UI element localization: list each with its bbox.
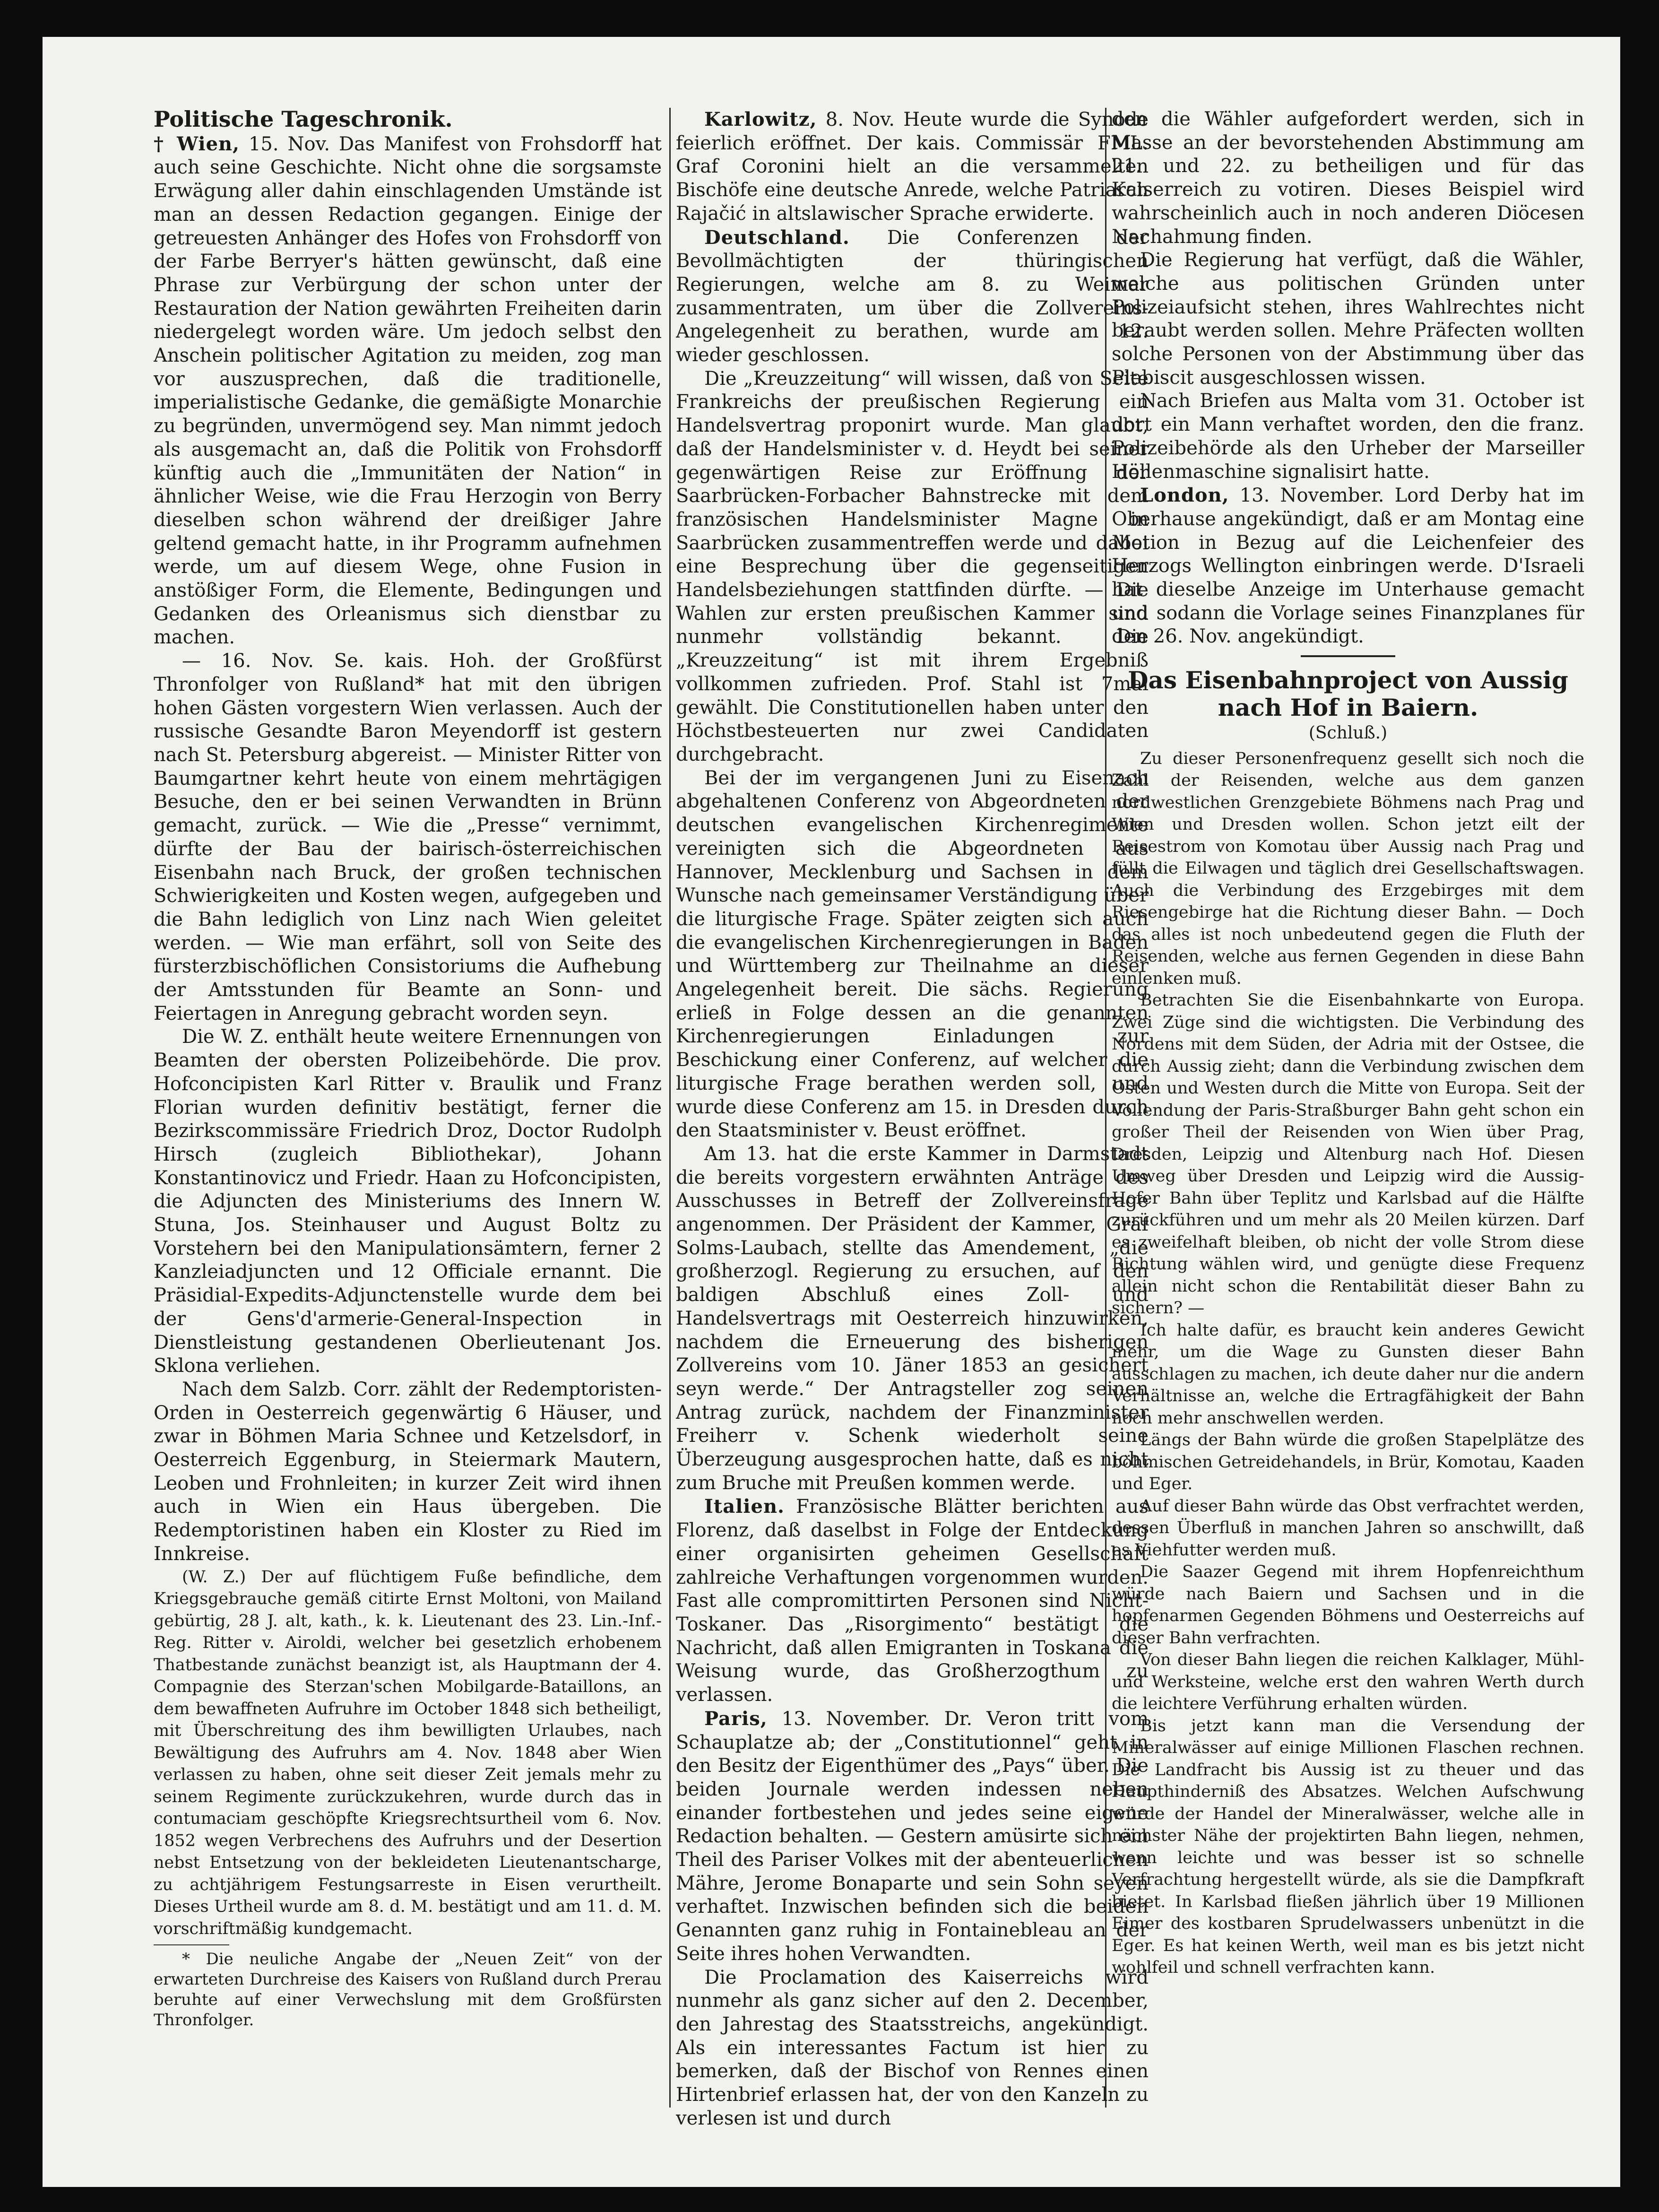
article-paragraph [676,108,1149,226]
article-paragraph: Nach Briefen aus Malta vom 31. October ist dort ein Mann verhaftet worden, den die franz. Polizeibehörde als den Urheber der Marseiller Höllenmaschine signalisirt hatte. [1112,390,1584,483]
footnote-divider [154,1944,229,1945]
article-paragraph: Die Regierung hat verfügt, daß die Wähler, welche aus politischen Gründen unter Polizeiaufsicht stehen, ihres Wahlrechtes nicht beraubt werden sollen. Mehre Präfecten wollten solche Personen von der Abstimmung über das Plebiscit ausgeschlossen wissen. [1112,249,1584,389]
dateline: Karlowitz, [704,108,817,130]
article-paragraph: den die Wähler aufgefordert werden, sich in Masse an der bevorstehenden Abstimmung am 21. und 22. zu betheiligen und für das Kaiserreich zu votiren. Dieses Beispiel wird wahrscheinlich auch in noch anderen Diöcesen Nachahmung finden. [1112,108,1584,248]
article-paragraph: (W. Z.) Der auf flüchtigem Fuße befindliche, dem Kriegsgebrauche gemäß citirte Ernst Moltoni, von Mailand gebürtig, 28 J. alt, kath., k. k. Lieutenant des 23. Lin.-Inf.-Reg. Ritter v. Airoldi, welcher bei gesetzlich erhobenem Thatbestande zunächst beanzigt ist, als Hauptmann der 4. Compagnie des Sterzan'schen Mobilgarde-Bataillons, an dem bewaffneten Aufruhre im October 1848 sich betheiligt, mit Überschreitung des ihm bewilligten Urlaubes, nach Bewältigung des Aufruhrs am 4. Nov. 1848 aber Wien verlassen zu haben, ohne seit dieser Zeit jemals mehr zu seinem Regimente zurückzukehren, wurde durch das in contumaciam geschöpfte Kriegsrechtsurtheil vom 6. Nov. 1852 wegen Verbrechens des Aufruhrs und der Desertion nebst Entsetzung von der bekleideten Lieutenantscharge, zu achtjährigem Festungsarreste in Eisen verurtheilt. Dieses Urtheil wurde am 8. d. M. bestätigt und am 11. d. M. vorschriftmäßig kundgemacht. [154,1567,662,1938]
feature-subtitle: (Schluß.) [1308,723,1388,743]
feature-title: Das Eisenbahnproject von Aussig nach Hof in Baiern. [1128,666,1568,722]
article-paragraph [676,1495,1149,1707]
article-paragraph: Am 13. hat die erste Kammer in Darmstadt die bereits vorgestern erwähnten Anträge des Ausschusses in Betreff der Zollvereinsfrage angenommen. Der Präsident der Kammer, Graf Solms-Laubach, stellte das Amendement, „die großherzogl. Regierung zu ersuchen, auf den baldigen Abschluß eines Zoll- und Handelsvertrags mit Oesterreich hinzuwirken, nachdem die Erneuerung des bisherigen Zollvereins vom 10. Jäner 1853 an gesichert seyn werde.“ Der Antragsteller zog seinen Antrag zurück, nachdem der Finanzminister Freiherr v. Schenk wiederholt seine Überzeugung ausgesprochen hatte, daß es nicht zum Bruche mit Preußen kommen werde. [676,1143,1149,1494]
article-paragraph: Ich halte dafür, es braucht kein anderes Gewicht mehr, um die Wage zu Gunsten dieser Bahn ausschlagen zu machen, ich deute daher nur die andern Verhältnisse an, welche die Ertragfähigkeit der Bahn noch mehr anschwellen werden. [1112,1320,1584,1428]
paragraph-text: Französische Blätter berichten aus Florenz, daß daselbst in Folge der Entdeckung einer organisirten geheimen Gesellschaft zahlreiche Verhaftungen vorgenommen wurden. Fast alle compromittirten Personen sind Nicht-Toskaner. Das „Risorgimento“ bestätigt die Nachricht, daß allen Emigranten in Toskana die Weisung wurde, das Großherzogthum zu verlassen. [676,1496,1149,1706]
dateline: Deutschland. [704,226,850,249]
paragraph-text: Die Conferenzen der Bevollmächtigten der thüringischen Regierungen, welche am 8. zu Weimar zusammentraten, um über die Zollvereins-Angelegenheit zu berathen, wurde am 12. wieder geschlossen. [676,226,1149,366]
article-paragraph: Bis jetzt kann man die Versendung der Mineralwässer auf einige Millionen Flaschen rechnen. Die Landfracht bis Aussig ist zu theuer und das Haupthinderniß des Absatzes. Welchen Aufschwung würde der Handel der Mineralwässer, welche alle in nächster Nähe der projektirten Bahn liegen, nehmen, wenn leichte und was besser ist so schnelle Verfrachtung hergestellt würde, als sie die Dampfkraft bietet. In Karlsbad fließen jährlich über 19 Millionen Eimer des kostbaren Sprudelwassers unbenützt in die Eger. Es hat keinen Werth, weil man es bis jetzt nicht wohlfeil und schnell verfrachten kann. [1112,1716,1584,1978]
column-middle [676,108,1149,2155]
article-paragraph: Die Saazer Gegend mit ihrem Hopfenreichthum würde nach Baiern und Sachsen und in die hopfenarmen Gegenden Böhmens und Oesterreichs auf dieser Bahn verfrachten. [1112,1562,1584,1648]
paragraph-text: 13. November. Lord Derby hat im Oberhause angekündigt, daß er am Montag eine Motion in Bezug auf die Leichenfeier des Herzogs Wellington einbringen werde. D'Israeli hat dieselbe Anzeige im Unterhause gemacht und sodann die Vorlage seines Finanzplanes für den 26. Nov. angekündigt. [1112,485,1584,648]
article-paragraph [154,132,662,650]
section-divider [1301,655,1395,657]
dateline: † Wien, [154,132,240,155]
column-right [1112,108,1584,2155]
dateline: Paris, [704,1707,768,1730]
article-paragraph: Auf dieser Bahn würde das Obst verfrachtet werden, dessen Überfluß in manchen Jahren so anschwillt, daß es Viehfutter werden muß. [1112,1496,1584,1560]
paragraph-text: 15. Nov. Das Manifest von Frohsdorff hat auch seine Geschichte. Nicht ohne die sorgsamste Erwägung aller dahin einschlagenden Umstände ist man an dessen Redaction gegangen. Einige der getreuesten Anhänger des Hofes von Frohsdorff von der Farbe Berryer's hätten gewünscht, daß eine Phrase zur Verbürgung der schon unter der Restauration der Nation gewährten Freiheiten darin niedergelegt worden wäre. Um jedoch selbst den Anschein politischer Agitation zu meiden, zog man vor auszusprechen, daß die traditionelle, imperialistische Gedanke, die gemäßigte Monarchie zu begründen, unvermögend sey. Man nimmt jedoch als ausgemacht an, daß die Politik von Frohsdorff künftig auch die „Immunitäten der Nation“ in ähnlicher Weise, wie die Frau Herzogin von Berry dieselben schon während der dreißiger Jahre geltend gemacht hatte, in ihr Programm aufnehmen werde, um auf diesem Wege, ohne Fusion in anstößiger Form, die Elemente, Bedingungen und Gedanken des Orleanismus sich dienstbar zu machen. [154,133,662,649]
article-paragraph: Die W. Z. enthält heute weitere Ernennungen von Beamten der obersten Polizeibehörde. Die prov. Hofconcipisten Karl Ritter v. Braulik und Franz Florian wurden definitiv bestätigt, ferner die Bezirkscommissäre Friedrich Droz, Doctor Rudolph Hirsch (zugleich Bibliothekar), Johann Konstantinovicz und Friedr. Haan zu Hofconcipisten, die Adjuncten des Ministeriums des Innern W. Stuna, Jos. Steinhauser und August Boltz zu Vorstehern bei den Manipulationsämtern, ferner 2 Kanzleiadjuncten und 12 Officiale ernannt. Die Präsidial-Expedits-Adjunctenstelle wurde dem bei der Gens'd'armerie-General-Inspection in Dienstleistung gestandenen Oberlieutenant Jos. Sklona verliehen. [154,1026,662,1377]
newspaper-page [43,37,1620,2187]
article-paragraph: Die Proclamation des Kaiserreichs wird nunmehr als ganz sicher auf den 2. December, den Jahrestag des Staatsstreichs, angekündigt. Als ein interessantes Factum ist hier zu bemerken, daß der Bischof von Rennes einen Hirtenbrief erlassen hat, der von den Kanzeln zu verlesen ist und durch [676,1966,1149,2129]
paragraph-text: 8. Nov. Heute wurde die Synode feierlich eröffnet. Der kais. Commissär FML. Graf Coronini hielt an die versammelten Bischöfe eine deutsche Anrede, welche Patriarch Rajačić in altslawischer Sprache erwiderte. [676,109,1149,225]
paragraph-text: 13. November. Dr. Veron tritt vom Schauplatze ab; der „Constitutionnel“ geht in den Besitz der Eigenthümer des „Pays“ über. Die beiden Journale werden indessen neben einander fortbestehen und jedes seine eigene Redaction behalten. — Gestern amüsirte sich ein Theil des Pariser Volkes mit der abenteuerlichen Mähre, Jerome Bonaparte und sein Sohn seyen verhaftet. Inzwischen befinden sich die beiden Genannten ganz ruhig in Fontainebleau an der Seite ihres hohen Verwandten. [676,1708,1149,1965]
article-paragraph [676,1707,1149,1966]
article-paragraph: Längs der Bahn würde die großen Stapelplätze des böhmischen Getreidehandels, in Brür, Komotau, Kaaden und Eger. [1112,1431,1584,1494]
footnote: * Die neuliche Angabe der „Neuen Zeit“ von der erwarteten Durchreise des Kaisers von Rußland durch Prerau beruhte auf einer Verwechslung mit dem Großfürsten Thronfolger. [154,1950,662,2030]
article-paragraph [1112,484,1584,649]
article-paragraph: — 16. Nov. Se. kais. Hoh. der Großfürst Thronfolger von Rußland* hat mit den übrigen hohen Gästen vorgestern Wien verlassen. Auch der russische Gesandte Baron Meyendorff ist gestern nach St. Petersburg abgereist. — Minister Ritter von Baumgartner kehrt heute von einem mehrtägigen Besuche, den er bei seinen Verwandten in Brünn gemacht, zurück. — Wie die „Presse“ vernimmt, dürfte der Bau der bairisch-österreichischen Eisenbahn nach Bruck, der großen technischen Schwierigkeiten und Kosten wegen, aufgegeben und die Bahn lediglich von Linz nach Wien geleitet werden. — Wie man erfährt, soll von Seite des fürsterzbischöflichen Consistoriums die Aufhebung der Amtsstunden für Beamte an Sonn- und Feiertagen in Anregung gebracht worden seyn. [154,650,662,1024]
article-paragraph [676,226,1149,367]
column-rule [669,108,671,2108]
article-paragraph: Betrachten Sie die Eisenbahnkarte von Europa. Zwei Züge sind die wichtigsten. Die Verbindung des Nordens mit dem Süden, der Adria mit der Ostsee, die durch Aussig zieht; dann die Verbindung zwischen dem Osten und Westen durch die Mitte von Europa. Seit der Vollendung der Paris-Straßburger Bahn geht schon ein großer Theil der Reisenden von Wien über Prag, Dresden, Leipzig und Altenburg nach Hof. Diesen Umweg über Dresden und Leipzig wird die Aussig-Hofer Bahn über Teplitz und Karlsbad auf die Hälfte zurückführen und um mehr als 20 Meilen kürzen. Darf es zweifelhaft bleiben, ob nicht der volle Strom diese Richtung wählen wird, und genügte diese Frequenz allein nicht schon die Rentabilität dieser Bahn zu sichern? — [1112,991,1584,1318]
dateline: Italien. [704,1495,785,1518]
column-left [154,108,662,2155]
dateline: London, [1140,484,1229,507]
article-paragraph: Bei der im vergangenen Juni zu Eisenach abgehaltenen Conferenz von Abgeordneten der deutschen evangelischen Kirchenregimente vereinigten sich die Abgeordneten aus Hannover, Mecklenburg und Sachsen in dem Wunsche nach gemeinsamer Verständigung über die liturgische Frage. Später zeigten sich auch die evangelischen Kirchenregierungen in Baden und Württemberg zur Theilnahme an dieser Angelegenheit bereit. Die sächs. Regierung erließ in Folge dessen an die genannten Kirchenregierungen Einladungen zur Beschickung einer Conferenz, auf welcher die liturgische Frage berathen werden soll, und wurde diese Conferenz am 15. in Dresden durch den Staatsminister v. Beust eröffnet. [676,767,1149,1142]
article-paragraph: Nach dem Salzb. Corr. zählt der Redemptoristen-Orden in Oesterreich gegenwärtig 6 Häuser, und zwar in Böhmen Maria Schnee und Ketzelsdorf, in Oesterreich Eggenburg, in Steiermark Mautern, Leoben und Frohnleiten; in kurzer Zeit wird ihnen auch in Wien ein Haus übergeben. Die Redemptoristinen haben ein Kloster zu Ried im Innkreise. [154,1378,662,1565]
article-paragraph: Zu dieser Personenfrequenz gesellt sich noch die Zahl der Reisenden, welche aus dem ganzen nordwestlichen Grenzgebiete Böhmens nach Prag und Wien und Dresden wollen. Schon jetzt eilt der Reisestrom von Komotau über Aussig nach Prag und füllt die Eilwagen und täglich drei Gesellschaftswagen. Auch die Verbindung des Erzgebirges mit dem Riesengebirge hat die Richtung dieser Bahn. — Doch das alles ist noch unbedeutend gegen die Fluth der Reisenden, welche aus fernen Gegenden in diese Bahn einlenken muß. [1112,749,1584,988]
section-heading: Politische Tageschronik. [154,108,453,132]
article-paragraph: Von dieser Bahn liegen die reichen Kalklager, Mühl- und Werksteine, welche erst den wahren Werth durch die leichtere Verführung erhalten würden. [1112,1650,1584,1714]
article-paragraph: Die „Kreuzzeitung“ will wissen, daß von Seite Frankreichs der preußischen Regierung ein Handelsvertrag proponirt wurde. Man glaubt, daß der Handelsminister v. d. Heydt bei seiner gegenwärtigen Reise zur Eröffnung der Saarbrücken-Forbacher Bahnstrecke mit dem französischen Handelsminister Magne in Saarbrücken zusammentreffen werde und dabei eine Besprechung über die gegenseitigen Handelsbeziehungen stattfinden dürfte. — Die Wahlen zur ersten preußischen Kammer sind nunmehr vollständig bekannt. Die „Kreuzzeitung“ ist mit ihrem Ergebniß vollkommen zufrieden. Prof. Stahl ist 7mal gewählt. Die Constitutionellen haben unter den Höchstbesteuerten nur zwei Candidaten durchgebracht. [676,367,1149,765]
